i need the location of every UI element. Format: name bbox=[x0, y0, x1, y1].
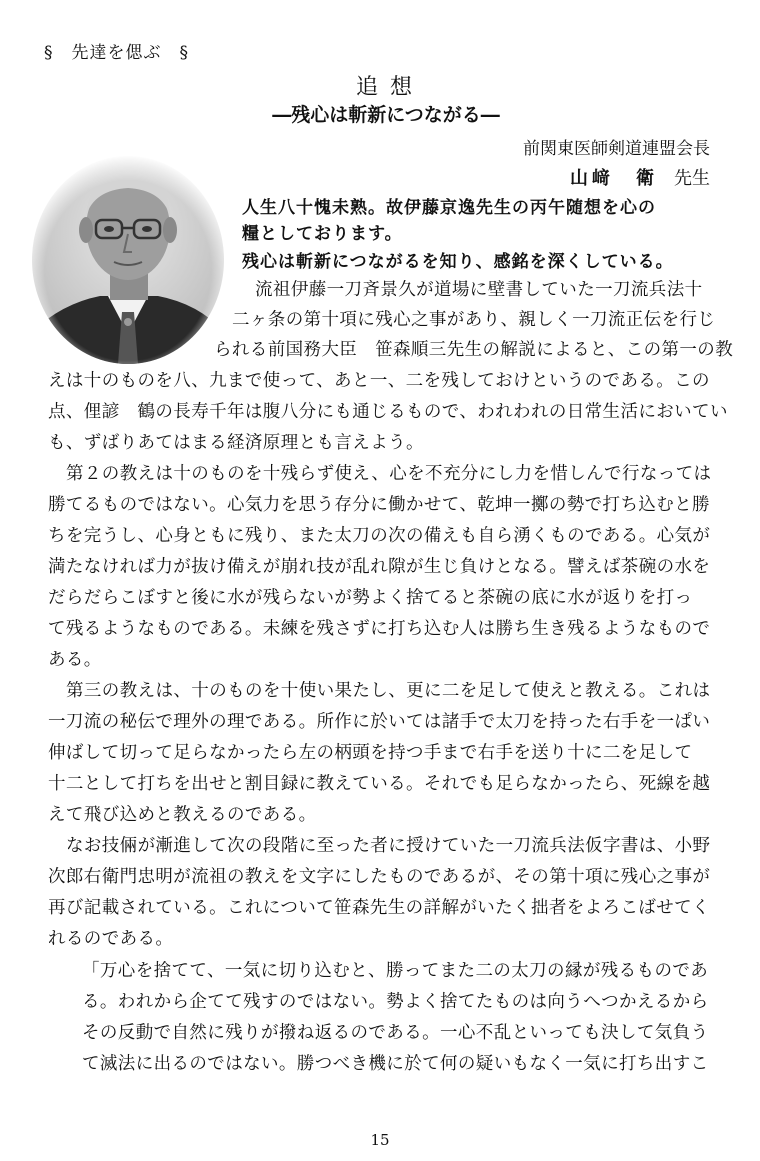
body-line: も、ずばりあてはまる経済原理とも言えよう。 bbox=[48, 433, 424, 453]
body-line: なお技倆が漸進して次の段階に至った者に授けていた一刀流兵法仮字書は、小野 bbox=[66, 836, 711, 856]
quote-line: 「万心を捨てて、一気に切り込むと、勝ってまた二の太刀の縁が残るものであ bbox=[82, 961, 709, 981]
body-line: 第２の教えは十のものを十残らず使え、心を不充分にし力を惜しんで行なっては bbox=[66, 464, 712, 484]
epigraph-line-2: 糧としております。 bbox=[242, 224, 403, 244]
body-line: ちを完うし、心身ともに残り、また太刀の次の備えも自ら湧くものである。心気が bbox=[48, 526, 711, 546]
article-title: 追想 bbox=[355, 75, 424, 100]
body-line: 再び記載されている。これについて笹森先生の詳解がいたく拙者をよろこばせてく bbox=[48, 898, 710, 918]
body-line: えて飛び込めと教えるのである。 bbox=[48, 805, 317, 825]
body-line: 勝てるものではない。心気力を思う存分に働かせて、乾坤一擲の勢で打ち込むと勝 bbox=[48, 495, 710, 515]
body-line: ある。 bbox=[48, 650, 102, 670]
epigraph-line-1: 人生八十愧未熟。故伊藤京逸先生の丙午随想を心の bbox=[242, 198, 656, 218]
author-portrait bbox=[30, 144, 226, 364]
author-line bbox=[570, 164, 710, 190]
author-name: 山﨑 衛 bbox=[570, 168, 658, 189]
body-line: 十二として打ちを出せと割目録に教えている。それでも足らなかったら、死線を越 bbox=[48, 774, 711, 794]
body-line: 満たなければ力が抜け備えが崩れ技が乱れ隙が生じ負けとなる。譬えば茶碗の水を bbox=[48, 557, 711, 577]
body-line: 二ヶ条の第十項に残心之事があり、親しく一刀流正伝を行じ bbox=[232, 310, 716, 330]
body-line: えは十のものを八、九まで使って、あと一、二を残しておけというのである。この bbox=[48, 371, 710, 391]
body-line: 次郎右衛門忠明が流祖の教えを文字にしたものであるが、その第十項に残心之事が bbox=[48, 867, 711, 887]
body-line: だらだらこぼすと後に水が残らないが勢よく捨てると茶碗の底に水が返りを打っ bbox=[48, 588, 693, 608]
body-line: られる前国務大臣 笹森順三先生の解説によると、この第一の教 bbox=[214, 340, 734, 360]
body-line: て残るようなものである。未練を残さずに打ち込む人は勝ち生き残るようなもので bbox=[48, 619, 711, 639]
body-line: 点、俚諺 鶴の長寿千年は腹八分にも通じるもので、われわれの日常生活においてい bbox=[48, 402, 728, 422]
body-line: 第三の教えは、十のものを十使い果たし、更に二を足して使えと教える。これは bbox=[66, 681, 711, 701]
author-honorific: 先生 bbox=[674, 168, 710, 189]
epigraph-line-3: 残心は斬新につながるを知り、感銘を深くしている。 bbox=[242, 252, 674, 272]
page-number: 15 bbox=[370, 1131, 390, 1149]
quote-line: その反動で自然に残りが撥ね返るのである。一心不乱といっても決して気負う bbox=[82, 1023, 709, 1043]
article-subtitle: ―残心は斬新につながる― bbox=[272, 104, 500, 126]
body-line: れるのである。 bbox=[48, 929, 174, 949]
author-affiliation: 前関東医師剣道連盟会長 bbox=[523, 139, 710, 159]
body-line: 伸ばして切って足らなかったら左の柄頭を持つ手まで右手を送り十に二を足して bbox=[48, 743, 693, 763]
quote-line: る。われから企てて残すのではない。勢よく捨てたものは向うへつかえるから bbox=[82, 992, 709, 1012]
quote-line: て滅法に出るのではない。勝つべき機に於て何の疑いもなく一気に打ち出すこ bbox=[82, 1054, 709, 1074]
section-header: § 先達を偲ぶ § bbox=[44, 43, 189, 63]
body-line: 一刀流の秘伝で理外の理である。所作に於いては諸手で太刀を持った右手を一ぱい bbox=[48, 712, 711, 732]
body-line: 流祖伊藤一刀斉景久が道場に壁書していた一刀流兵法十 bbox=[255, 280, 703, 300]
